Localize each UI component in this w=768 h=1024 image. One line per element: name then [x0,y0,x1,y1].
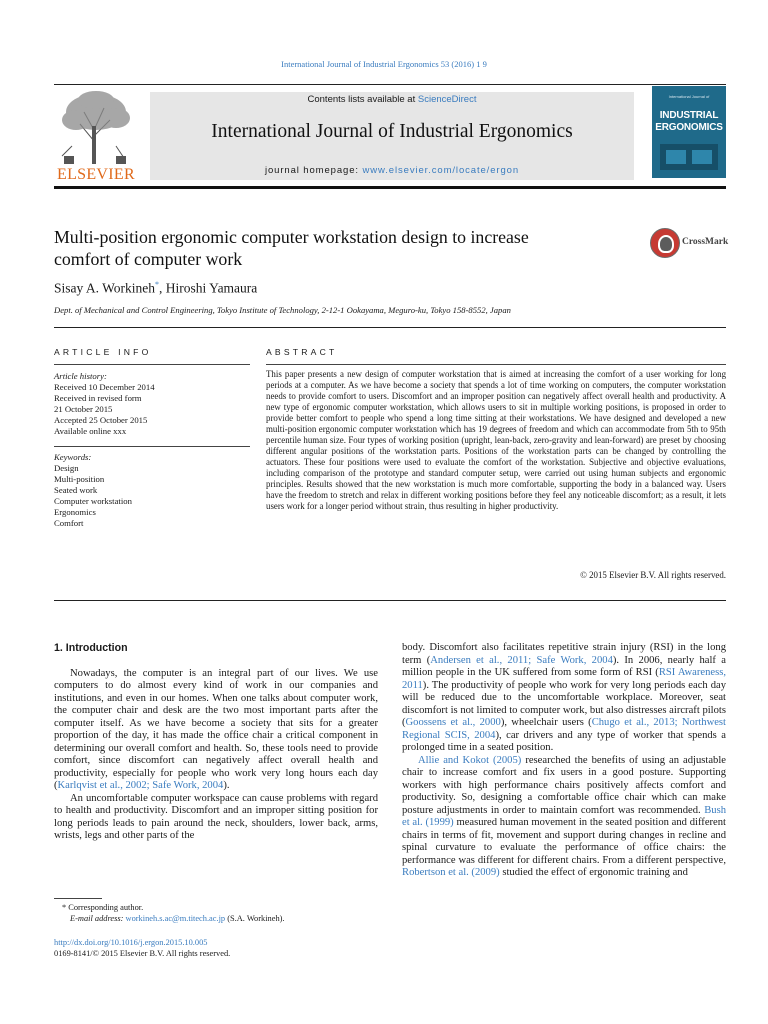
author-yamaura[interactable]: Hiroshi Yamaura [165,280,258,296]
article-title [54,226,634,270]
corresponding-author-marker[interactable]: * [155,280,160,289]
citation-link[interactable]: RSI Awareness, 2011 [402,667,727,691]
footnote-rule [54,898,102,899]
tree-icon [54,86,138,166]
citation-link[interactable]: Chugo et al., 2013; Northwest Regional SCIS, 2004 [402,717,726,741]
paragraph-text: studied the effect of ergonomic training and [499,867,688,878]
cover-title [652,110,726,134]
doi-block [54,937,230,959]
cover-figure-icon [652,138,726,178]
history-item: Accepted 25 October 2015 [54,415,148,425]
paragraph-text: ), wheelchair users ( [500,717,592,728]
footnote-label: Corresponding author. [66,903,144,912]
homepage-prefix: journal homepage: [264,165,363,176]
keyword-item: Design [54,463,79,473]
paragraph-text: ). In 2006, nearly half a million people in the UK suffered from some form of RSI ( [402,654,726,678]
abstract-copyright: © 2015 Elsevier B.V. All rights reserved. [580,570,726,580]
article-history [54,371,250,437]
corresponding-author-note [54,902,378,913]
journal-name: International Journal of Industrial Ergonomics [211,121,573,142]
citation-link[interactable]: Allie and Kokot (2005) [418,754,522,766]
history-item: Received in revised form [54,393,142,403]
top-rule [54,84,726,85]
email-link[interactable]: workineh.s.ac@m.titech.ac.jp [125,914,226,923]
keyword-item: Comfort [54,518,84,528]
running-head[interactable]: International Journal of Industrial Ergonomics 53 (2016) 1 9 [281,59,487,69]
abstract-heading: ABSTRACT [266,347,338,357]
history-label: Article history: [54,371,107,381]
cover-title-line2: ERGONOMICS [655,122,723,133]
keywords [54,452,250,529]
crossmark-button[interactable] [650,228,730,260]
sciencedirect-link[interactable]: ScienceDirect [417,94,477,105]
cover-subtitle: International Journal of [668,94,710,99]
citation-link[interactable]: Goossens et al., 2000 [405,717,501,728]
homepage-link[interactable]: www.elsevier.com/locate/ergon [362,165,520,176]
citation-link[interactable]: Robertson et al. (2009) [402,867,500,878]
abstract-text: This paper presents a new design of computer workstation that is aimed at increasing the comfort of a user working for long periods at a computer. As we have become a society that spends a lot of time working on computers, the computer workstation needs to provide comfort to users. Discomfort and an improper position can negatively affect overall health and productivity. A new type of ergonomic computer workstation, which allows users to sit in multiple working positions, is proposed in order to provide better comfort to people who spend a long time sitting at their workstations. We have designed and developed a new multi-position ergonomic computer workstation which has 19 degrees of freedom and which can accommodate from 5th to 95th percentile human size. Four types of working position (upright, lean-back, zero-gravity and lean-forward) are preset by choosing different angular positions of the workstation parts. Positions of the workstation parts can be changed by controlling the actuators. These four positions were used to evaluate the comfort of the workstation. Subjective and objective evaluations, including comparison of the prototype and standard computer setup, were carried out using human subjects and ergonomic principles. Results showed that the new workstation is much more comfortable, supporting the body in a balanced way. Users have the freedom to stretch and relax in different working positions before they feel any noticeable discomfort; as a result, it lets users work for a longer period without strain, thus resulting in higher productivity. [266,369,726,511]
keywords-rule [54,446,250,447]
masthead-rule [54,186,726,189]
crossmark-icon [650,228,680,258]
cover-title-line1: INDUSTRIAL [659,110,719,121]
contents-line [150,94,634,105]
right-paragraph-1 [402,642,726,755]
article-info-rule [54,364,250,365]
abstract-rule [266,364,726,365]
info-rule [54,327,726,328]
keyword-item: Ergonomics [54,507,96,517]
intro-paragraph-1 [54,668,378,793]
body-right-column [402,642,726,880]
citation-link[interactable]: Bush et al. (1999) [402,804,726,828]
keywords-label: Keywords: [54,452,92,462]
title-line1: Multi-position ergonomic computer workstation design to increase [54,227,529,247]
author-workineh[interactable]: Sisay A. Workineh [54,280,156,296]
journal-homepage [150,165,634,176]
email-label: E-mail address: [70,914,126,923]
paragraph-text: researched the benefits of using an adjustable chair to increase comfort and fix users in a good posture. Supporting workers with high performance chairs positively affects comfort and productivity. So, designing a comfortable office chair which can make posture adjustments in order to maintain comfort was recommended. [402,754,726,816]
keyword-item: Multi-position [54,474,105,484]
doi-link[interactable]: http://dx.doi.org/10.1016/j.ergon.2015.10.005 [54,938,208,947]
publisher-logo-text: ELSEVIER [57,166,135,183]
article-info-heading: ARTICLE INFO [54,347,152,357]
paragraph-text: ). The productivity of people who work for very long periods each day will be reduced due to the uncomfortable workplace. Moreover, seat discomfort is not limited to computer work, but also distresses aircraft pilots ( [402,679,726,728]
body-rule [54,600,726,601]
author-separator: , [159,280,166,296]
citation-link[interactable]: Karlqvist et al., 2002; Safe Work, 2004 [57,780,224,791]
issn-line: 0169-8141/© 2015 Elsevier B.V. All rights reserved. [54,949,231,958]
footnote [54,902,378,924]
contents-prefix: Contents lists available at [307,94,418,105]
crossmark-label: CrossMark [682,237,729,247]
title-line2: comfort of computer work [54,249,243,269]
paragraph-text: body. Discomfort also facilitates repetitive strain injury (RSI) in the long term ( [402,642,726,666]
keyword-item: Seated work [54,485,98,495]
paragraph-text: Nowadays, the computer is an integral part of our lives. We use computers to do almost every kind of work in our companies and institutions, and even in our homes. When one talks about computer work, the computer chair and desk are the two most important parts after the computer itself. As we have become a society that sits for a greater proportion of the day, it has made the office chair a critical component in determining our overall comfort and health. So, these tools need to provide comfort, since discomfort can negatively affect overall health and productivity, especially for people who work very long hours each day ( [54,667,378,791]
history-item: Received 10 December 2014 [54,382,155,392]
authors [54,280,257,297]
paragraph-text: ). [223,780,230,791]
email-line [54,913,378,924]
affiliation: Dept. of Mechanical and Control Engineering, Tokyo Institute of Technology, 2-12-1 Ookayama, Meguro-ku, Tokyo 158-8552, Japan [54,305,511,315]
right-paragraph-2 [402,755,726,880]
journal-cover[interactable] [652,86,726,178]
citation-link[interactable]: Andersen et al., 2011; Safe Work, 2004 [430,654,613,666]
history-item: Available online xxx [54,426,127,436]
intro-paragraph-2: An uncomfortable computer workspace can cause problems with regard to health and productivity. Discomfort and an improper sitting position for long periods leads to pain around the neck, shoulders, lower back, arms, wrists, legs and other parts of the [54,792,378,841]
paragraph-text: measured human movement in the seated position and different chairs in terms of fit, movement and support during changes in recline and spinal curvature to evaluate the performance of office chairs: the performance was different for different chairs. From a different perspective, [402,817,727,866]
keyword-item: Computer workstation [54,496,132,506]
email-owner: (S.A. Workineh). [225,914,285,923]
paragraph-text: ), car drivers and any type of worker that spends a prolonged time in a seated position. [402,729,726,753]
body-left-column [54,642,378,843]
footnote-marker: * [62,903,67,912]
history-item: 21 October 2015 [54,404,113,414]
section-heading-introduction: 1. Introduction [54,642,128,654]
